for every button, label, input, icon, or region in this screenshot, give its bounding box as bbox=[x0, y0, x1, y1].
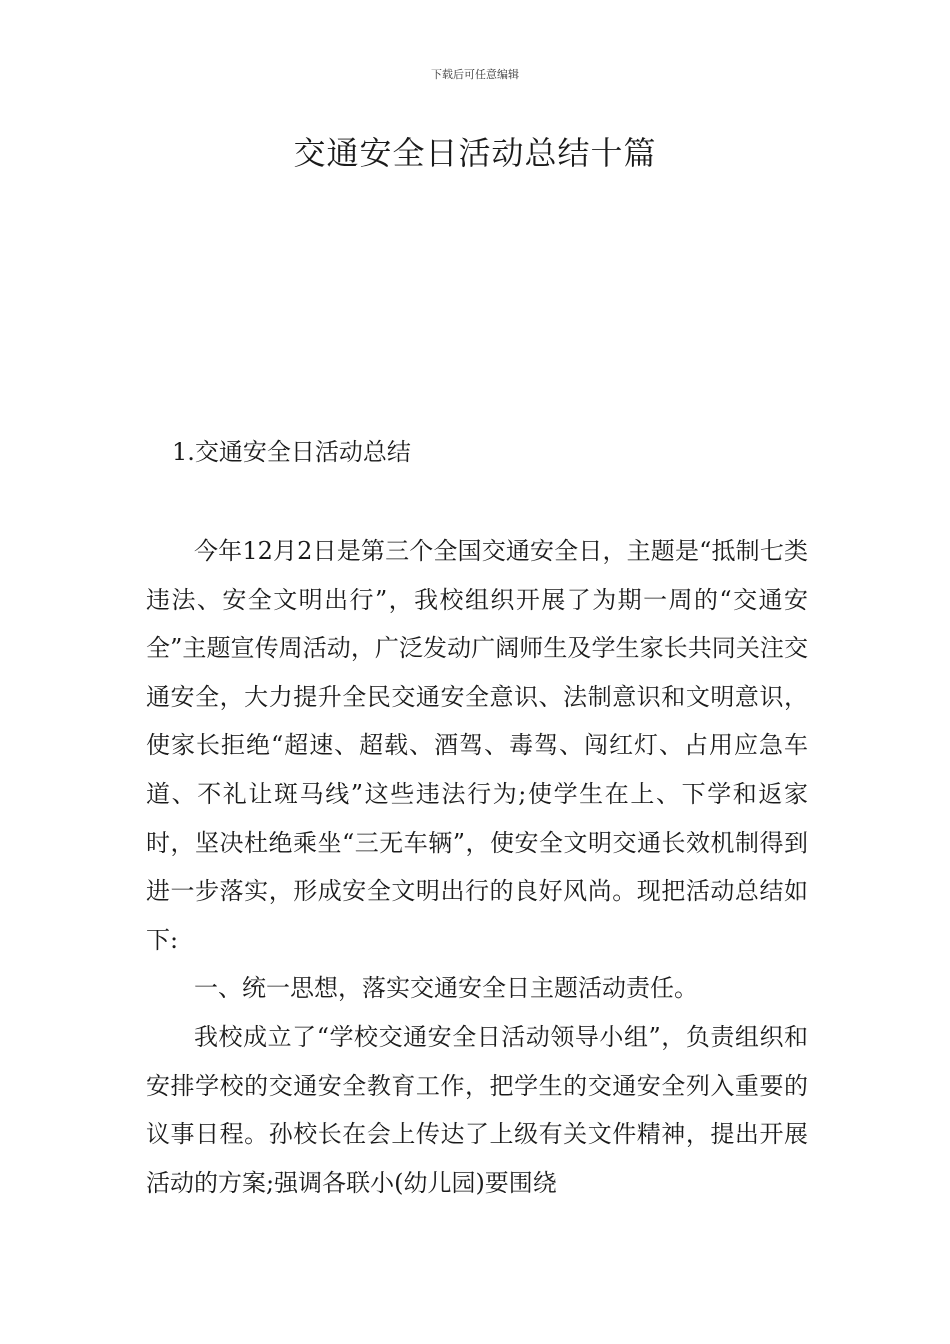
document-title: 交通安全日活动总结十篇 bbox=[293, 134, 657, 172]
paragraph-point-one-heading: 一、统一思想，落实交通安全日主题活动责任。 bbox=[194, 974, 698, 1003]
paragraph-intro: 今年12月2日是第三个全国交通安全日，主题是“抵制七类违法、安全文明出行”，我校组织开展了为期一周的“交通安全”主题宣传周活动，广泛发动广阔师生及学生家长共同关注交通安全，大力提升全民交通安全意识、法制意识和文明意识，使家长拒绝“超速、超载、酒驾、毒驾、闯红灯、占用应急车道、不礼让斑马线”这些违法行为;使学生在上、下学和返家时，坚决杜绝乘坐“三无车辆”，使安全文明交通长效机制得到进一步落实，形成安全文明出行的良好风尚。现把活动总结如下: bbox=[146, 537, 808, 954]
section-heading: 1.交通安全日活动总结 bbox=[172, 438, 411, 466]
document-body bbox=[146, 527, 808, 1207]
paragraph-point-one-body: 我校成立了“学校交通安全日活动领导小组”，负责组织和安排学校的交通安全教育工作，把学生的交通安全列入重要的议事日程。孙校长在会上传达了上级有关文件精神，提出开展活动的方案;强调各联小(幼儿园)要围绕 bbox=[146, 1022, 808, 1197]
header-note: 下载后可任意编辑 bbox=[431, 68, 519, 81]
